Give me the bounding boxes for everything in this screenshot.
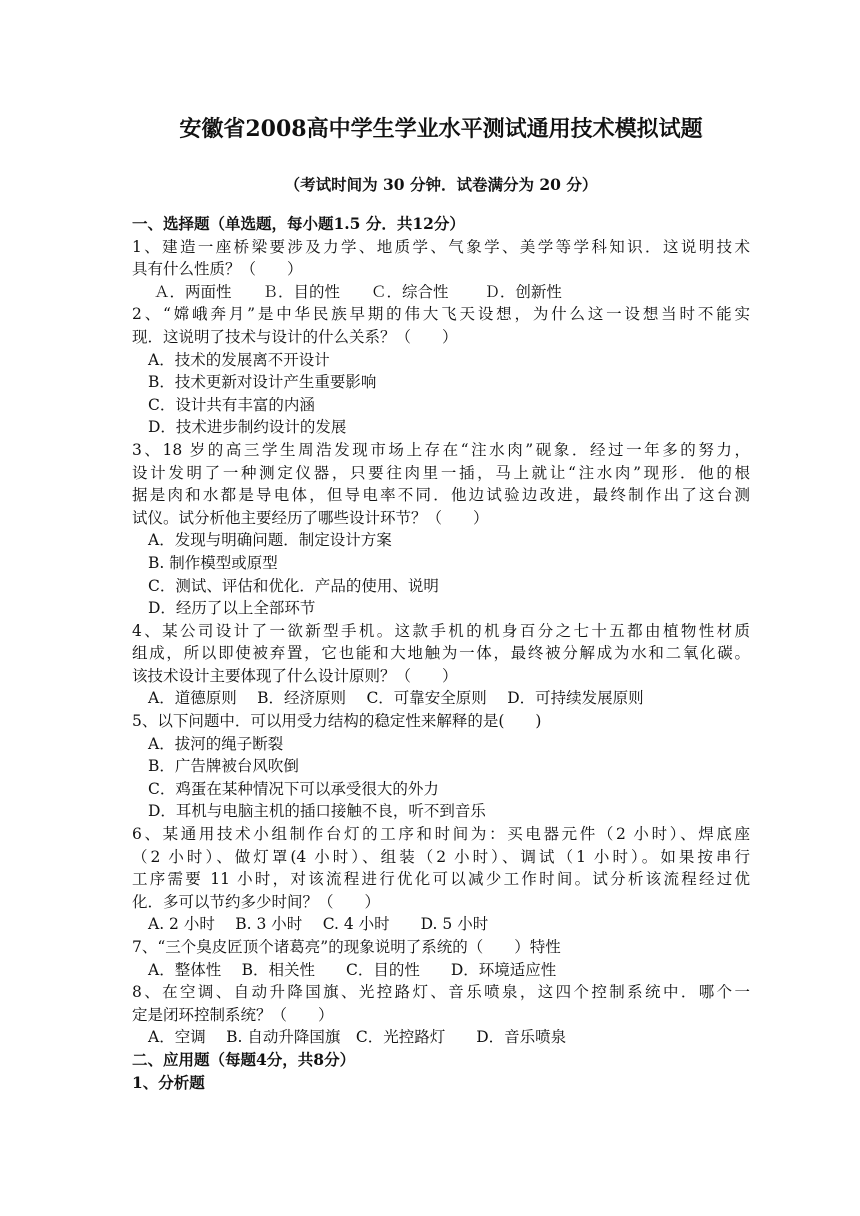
question-text: 2、“嫦峨奔月”是中华民族早期的伟大飞天设想，为什么这一设想当时不能实: [132, 305, 750, 324]
exam-body: [132, 213, 750, 1094]
question-1: [132, 236, 750, 304]
option: D．经历了以上全部环节: [148, 599, 316, 618]
question-options: A．道德原则 B．经济原则 C．可靠安全原则 D．可持续发展原则: [148, 689, 644, 708]
question-text: 5、以下问题中．可以用受力结构的稳定性来解释的是( ): [132, 712, 542, 731]
question-text: 7、“三个臭皮匠顶个诸葛亮”的现象说明了系统的（ ）特性: [132, 938, 561, 956]
option: C．鸡蛋在某种情况下可以承受很大的外力: [148, 779, 439, 798]
question-6: [132, 823, 750, 936]
option: A．技术的发展离不开设计: [148, 350, 330, 369]
option: C．设计共有丰富的内涵: [148, 395, 315, 414]
option: B．广告牌被台风吹倒: [148, 757, 299, 776]
question-text: 8、在空调、自动升降国旗、光控路灯、音乐喷泉，这四个控制系统中．哪个一: [132, 983, 750, 1002]
question-text: 试仪。试分析他主要经历了哪些设计环节？（ ）: [132, 508, 489, 527]
question-8: [132, 981, 750, 1049]
option: B．技术更新对设计产生重要影响: [148, 373, 377, 392]
question-text: 定是闭环控制系统？（ ）: [132, 1005, 334, 1024]
question-text: 工序需要 11 小时，对该流程进行优化可以减少工作时间。试分析该流程经过优: [132, 870, 750, 889]
question-text: 1、建造一座桥梁要涉及力学、地质学、气象学、美学等学科知识．这说明技术: [132, 237, 750, 256]
question-text: 现．这说明了技术与设计的什么关系？（ ）: [132, 327, 458, 346]
question-text: 设计发明了一种测定仪器，只要往肉里一插，马上就让“注水肉”现形．他的根: [132, 463, 750, 482]
question-options: A. 2 小时 B. 3 小时 C. 4 小时 D. 5 小时: [148, 915, 489, 934]
question-options: A．空调 B. 自动升降国旗 C．光控路灯 D．音乐喷泉: [148, 1028, 567, 1047]
question-text: （2 小时）、做灯罩(4 小时）、组装（2 小时）、调试（1 小时）。如果按串行: [132, 847, 750, 866]
option: A．发现与明确问题．制定设计方案: [148, 531, 392, 550]
question-text: 该技术设计主要体现了什么设计原则？（ ）: [132, 666, 458, 685]
question-options: Ａ．两面性 Ｂ．目的性 Ｃ．综合性 Ｄ．创新性: [154, 282, 562, 301]
question-4: [132, 620, 750, 710]
section1-heading: 一、选择题（单选题，每小题1.5 分．共12分）: [132, 214, 465, 233]
option: B. 制作模型或原型: [148, 553, 278, 572]
question-3: [132, 439, 750, 620]
question-text: 具有什么性质？（ ）: [132, 260, 303, 279]
question-text: 4、某公司设计了一欲新型手机。这款手机的机身百分之七十五都由植物性材质: [132, 621, 750, 640]
question-text: 6、某通用技术小组制作台灯的工序和时间为：买电器元件（2 小时）、焊底座: [132, 825, 750, 844]
question-7: [132, 936, 750, 981]
section2-subheading: 1、分析题: [132, 1072, 205, 1092]
exam-title: 安徽省2008高中学生学业水平测试通用技术模拟试题: [179, 116, 703, 142]
question-text: 组成，所以即使被弃置，它也能和大地触为一体，最终被分解成为水和二氧化碳。: [132, 644, 750, 663]
question-text: 3、18 岁的高三学生周浩发现市场上存在“注水肉”砚象．经过一年多的努力，: [132, 440, 750, 459]
section2-heading: 二、应用题（每题4分，共8分）: [132, 1049, 356, 1069]
option: A．拔河的绳子断裂: [148, 734, 284, 753]
option: C．测试、评估和优化．产品的使用、说明: [148, 576, 439, 595]
option: D．耳机与电脑主机的插口接触不良，听不到音乐: [148, 802, 486, 821]
option: D．技术进步制约设计的发展: [148, 418, 347, 437]
question-5: [132, 710, 750, 823]
exam-subtitle: （考试时间为 30 分钟．试卷满分为 20 分）: [284, 175, 598, 194]
question-2: [132, 303, 750, 439]
question-text: 据是肉和水都是导电体，但导电率不同．他边试验边改进，最终制作出了这台测: [132, 486, 750, 505]
question-text: 化．多可以节约多少时间？（ ）: [132, 892, 381, 911]
question-options: A．整体性 B．相关性 C．目的性 D．环境适应性: [148, 960, 557, 979]
